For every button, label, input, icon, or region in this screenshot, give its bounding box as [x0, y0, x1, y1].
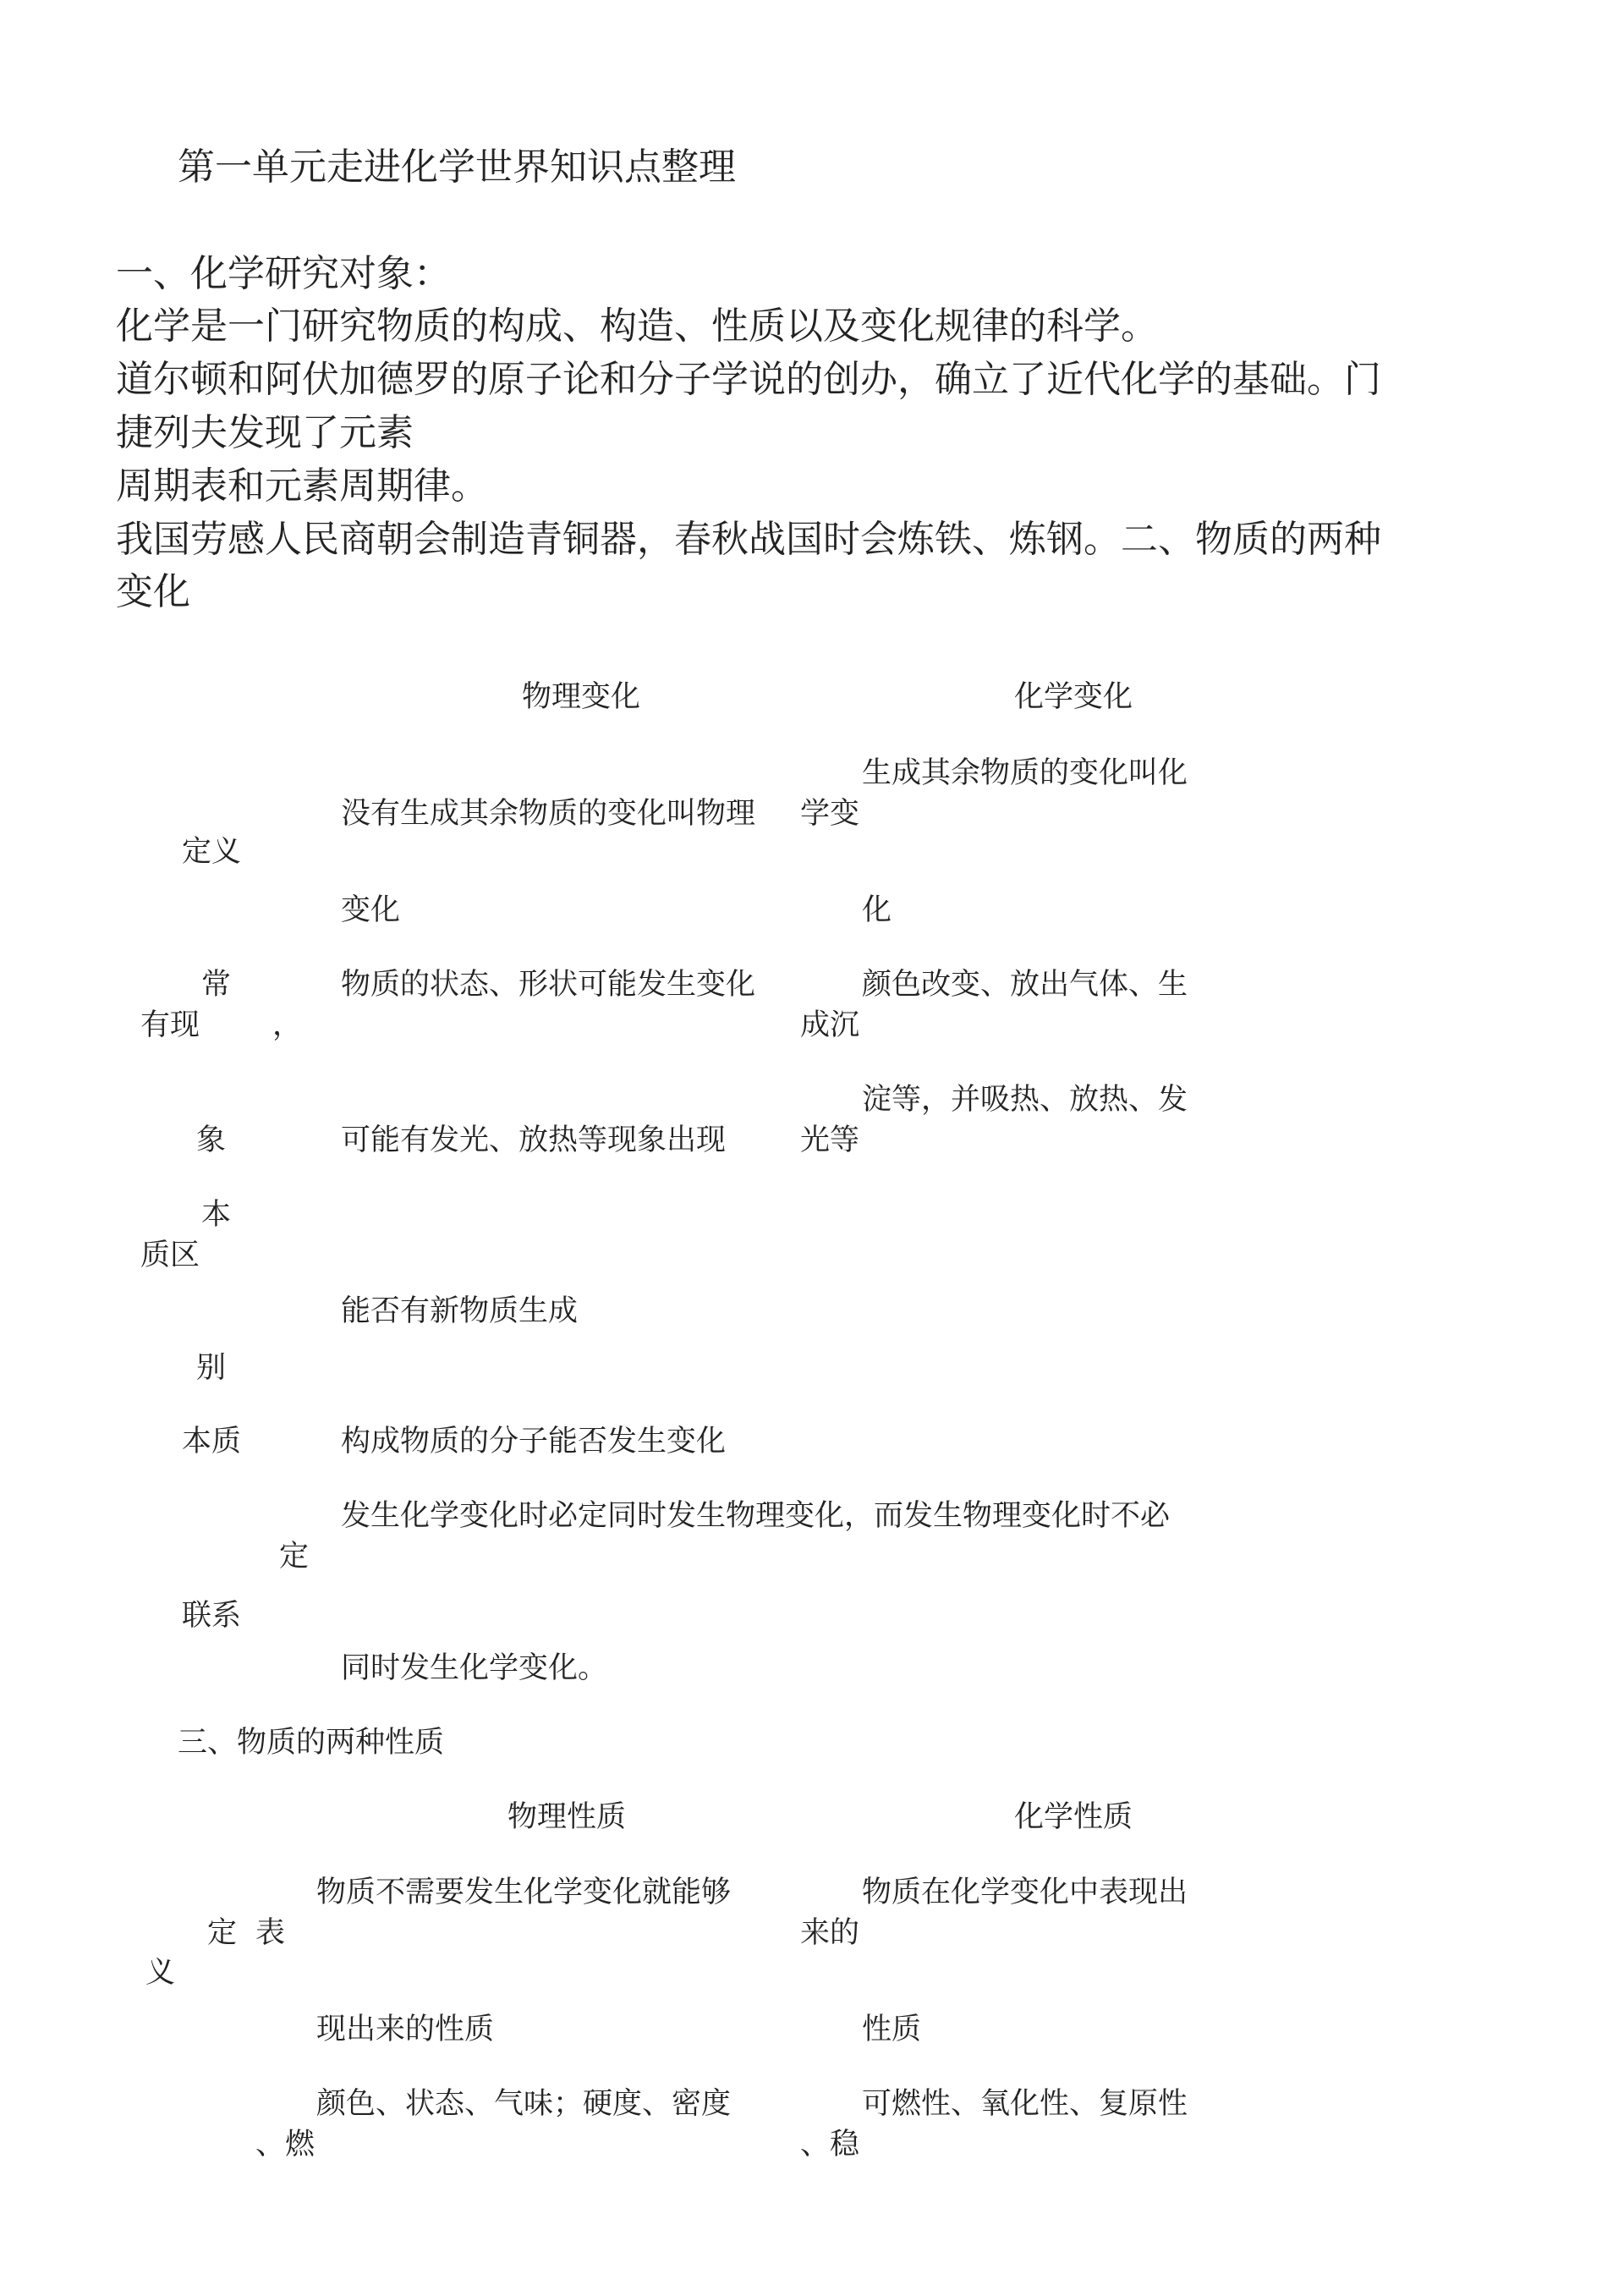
- props-def-label-b: 表: [255, 1916, 286, 1950]
- changes-relation-label: 联系: [182, 1599, 242, 1633]
- section3-heading: 三、物质的两种性质: [178, 1726, 445, 1760]
- changes-phen-chemical-a: 颜色改变、放出气体、生: [862, 968, 1188, 1002]
- changes-phen-physical-b: 可能有发光、放热等现象出现: [341, 1123, 727, 1157]
- props-ex-physical-b: 、燃: [255, 2128, 315, 2161]
- changes-phen-label-2: 有现: [140, 1008, 200, 1042]
- props-ex-chemical-b: 、稳: [800, 2128, 860, 2161]
- props-def-chemical-b: 来的: [800, 1916, 860, 1950]
- changes-def-label: 定义: [182, 835, 242, 869]
- changes-phen-label-1: 常: [201, 968, 232, 1002]
- changes-diff-label-2: 质区: [140, 1239, 200, 1272]
- changes-def-physical-a: 没有生成其余物质的变化叫物理: [341, 797, 756, 831]
- changes-def-chemical-b: 学变: [800, 797, 860, 831]
- changes-phen-physical-a: 物质的状态、形状可能发生变化: [341, 968, 756, 1002]
- changes-phen-label-3: 象: [196, 1123, 227, 1157]
- changes-col-physical: 物理变化: [522, 680, 641, 714]
- changes-relation-text-a: 发生化学变化时必定同时发生物理变化，而发生物理变化时不必: [341, 1499, 1171, 1533]
- section1-heading: 一、化学研究对象：: [116, 252, 451, 295]
- changes-diff-text: 能否有新物质生成: [341, 1294, 579, 1328]
- props-def-physical-b: 现出来的性质: [316, 2013, 495, 2046]
- changes-essence-label: 本质: [182, 1425, 242, 1458]
- changes-diff-label-3: 别: [196, 1351, 227, 1385]
- section1-line2b: 捷列夫发现了元素: [116, 411, 414, 454]
- changes-def-physical-b: 变化: [341, 893, 401, 927]
- props-def-label-a: 定: [207, 1916, 238, 1950]
- section1-line2a: 道尔顿和阿伏加德罗的原子论和分子学说的创办，确立了近代化学的基础。门: [116, 358, 1381, 401]
- changes-def-chemical-c: 化: [862, 893, 892, 927]
- props-ex-chemical-a: 可燃性、氧化性、复原性: [862, 2087, 1188, 2121]
- props-col-physical: 物理性质: [508, 1800, 627, 1834]
- changes-col-chemical: 化学变化: [1014, 680, 1133, 714]
- props-def-label-c: 义: [145, 1956, 176, 1990]
- props-col-chemical: 化学性质: [1014, 1800, 1133, 1834]
- props-def-chemical-c: 性质: [862, 2013, 922, 2046]
- props-ex-physical-a: 颜色、状态、气味；硬度、密度: [316, 2087, 732, 2121]
- changes-essence-text: 构成物质的分子能否发生变化: [341, 1425, 727, 1458]
- changes-phen-chemical-d: 光等: [800, 1123, 860, 1157]
- changes-def-chemical-a: 生成其余物质的变化叫化: [862, 756, 1188, 790]
- changes-relation-text-b: 定: [279, 1540, 310, 1574]
- page-title: 第一单元走进化学世界知识点整理: [178, 146, 736, 189]
- changes-phen-comma: ，: [272, 1008, 303, 1042]
- changes-phen-chemical-b: 成沉: [800, 1008, 860, 1042]
- changes-diff-label-1: 本: [201, 1198, 232, 1232]
- section1-line4b: 变化: [116, 570, 190, 613]
- section1-line1: 化学是一门研究物质的构成、构造、性质以及变化规律的科学。: [116, 305, 1158, 348]
- section1-line3: 周期表和元素周期律。: [116, 464, 488, 508]
- props-def-physical-a: 物质不需要发生化学变化就能够: [316, 1876, 732, 1909]
- changes-phen-chemical-c: 淀等，并吸热、放热、发: [862, 1083, 1188, 1117]
- section1-line4a: 我国劳感人民商朝会制造青铜器，春秋战国时会炼铁、炼钢。二、物质的两种: [116, 518, 1381, 561]
- props-def-chemical-a: 物质在化学变化中表现出: [862, 1876, 1188, 1909]
- changes-relation-text-c: 同时发生化学变化。: [341, 1651, 608, 1685]
